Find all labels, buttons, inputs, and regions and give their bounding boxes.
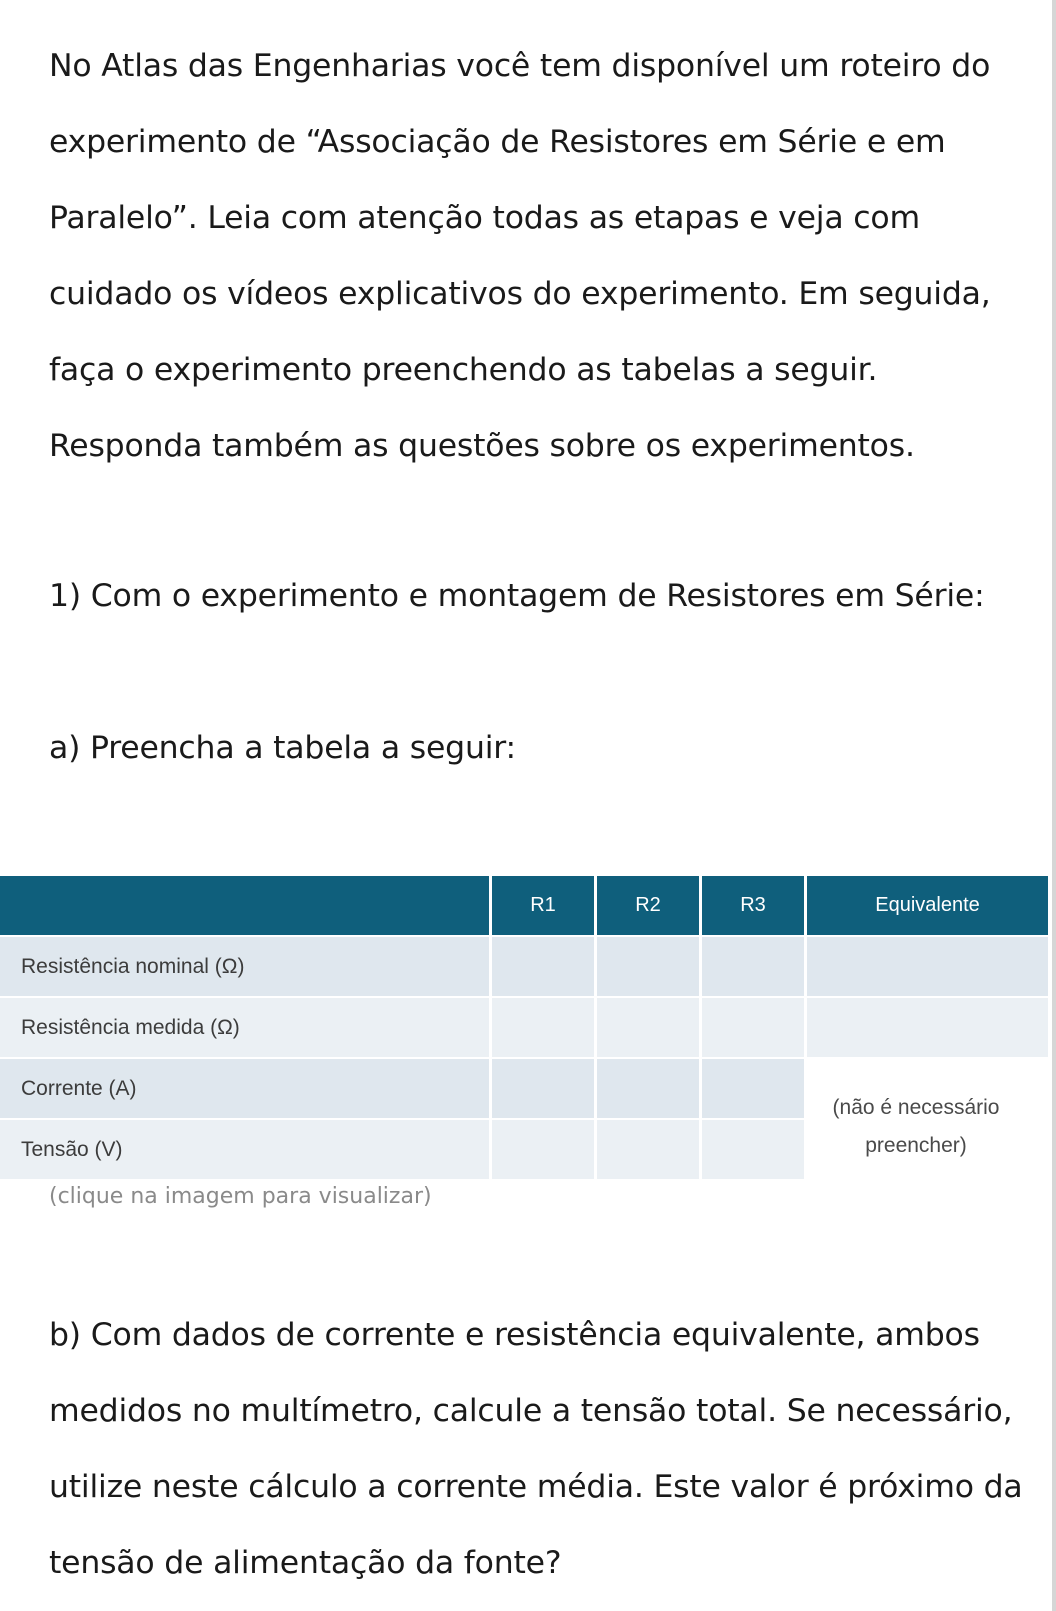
row-label: Resistência medida (Ω)	[0, 998, 492, 1057]
header-empty	[0, 876, 492, 935]
table-row	[0, 998, 1048, 1059]
cell-r3	[702, 1059, 807, 1118]
cell-r2	[597, 1120, 702, 1179]
cell-r1	[492, 1059, 597, 1118]
cell-r3	[702, 998, 807, 1057]
cell-r1	[492, 1120, 597, 1179]
cell-r2	[597, 937, 702, 996]
page-edge	[1052, 0, 1056, 1611]
row-label: Corrente (A)	[0, 1059, 492, 1118]
image-caption-link[interactable]: (clique na imagem para visualizar)	[49, 1184, 432, 1209]
question-1a: a) Preencha a tabela a seguir:	[49, 730, 516, 766]
intro-paragraph: No Atlas das Engenharias você tem disponível um roteiro do experimento de “Associação de Resistores em Série e em Paralelo”. Leia com atenção todas as etapas e veja com cuidado os vídeos explicativos do experimento. Em seguida, faça o experimento preenchendo as tabelas a seguir. Responda também as questões sobre os experimentos.	[49, 48, 991, 464]
cell-r2	[597, 998, 702, 1057]
row-label: Resistência nominal (Ω)	[0, 937, 492, 996]
cell-r1	[492, 998, 597, 1057]
cell-r2	[597, 1059, 702, 1118]
row-label: Tensão (V)	[0, 1120, 492, 1179]
table-row	[0, 937, 1048, 998]
equivalent-note: (não é necessário preencher)	[832, 1096, 1000, 1157]
cell-equivalente	[807, 998, 1048, 1057]
table-header-row	[0, 876, 1048, 937]
cell-r3	[702, 1120, 807, 1179]
cell-r1	[492, 937, 597, 996]
header-equivalente: Equivalente	[875, 894, 980, 916]
question-1: 1) Com o experimento e montagem de Resistores em Série:	[49, 578, 985, 614]
header-r2: R2	[597, 876, 702, 935]
cell-r3	[702, 937, 807, 996]
cell-equivalente	[807, 937, 1048, 996]
header-r1: R1	[492, 876, 597, 935]
header-r3: R3	[702, 876, 807, 935]
question-1b: b) Com dados de corrente e resistência equivalente, ambos medidos no multímetro, calcule a tensão total. Se necessário, utilize neste cálculo a corrente média. Este valor é próximo da tensão de alimentação da fonte?	[49, 1317, 1023, 1581]
